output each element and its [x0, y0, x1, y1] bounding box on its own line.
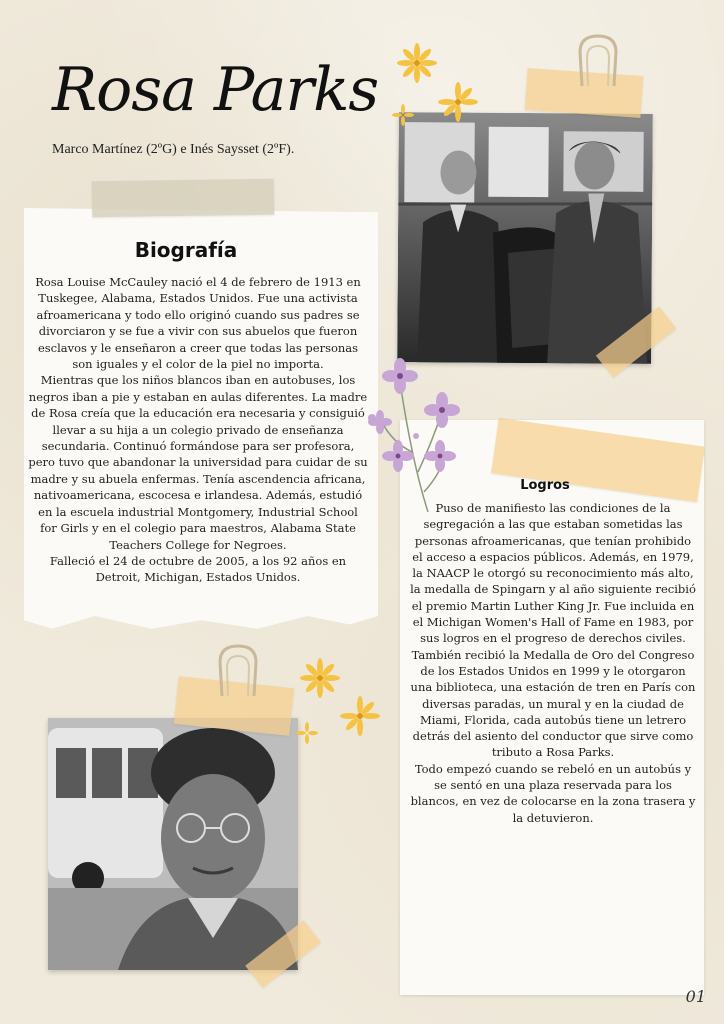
page-title: Rosa Parks: [52, 55, 379, 125]
biography-paragraph: Falleció el 24 de octubre de 2005, a los 92 años en Detroit, Michigan, Estados Unidos.: [49, 553, 347, 585]
biography-paragraph: Rosa Louise McCauley nació el 4 de febrero de 1913 en Tuskegee, Alabama, Estados Unidos. Fue una activista afroamericana y todo ello originó cuando sus padres se divorciaron y se fue a vivir con sus abuelos que fueron esclavos y le enseñaron a creer que todas las personas son iguales y el color de la piel no importa.: [35, 275, 361, 372]
portrait-photo: [48, 718, 298, 970]
yellow-flower-icon: [298, 656, 342, 700]
page-number: 01: [685, 987, 706, 1006]
bus-photo: [397, 112, 653, 364]
binder-clip-icon: [212, 640, 264, 698]
bus-photo-illustration: [397, 112, 653, 364]
biography-tape: [92, 179, 274, 218]
biography-paragraph: Mientras que los niños blancos iban en autobuses, los negros iban a pie y estaban en aulas diferentes. La madre de Rosa creía que la educación era necesaria y consiguió llevar a su hija a un colegio privado de enseñanza secundaria. Continuó formándose para ser profesora, pero tuvo que abandonar la universidad para cuidar de su madre y su abuela enfermas. Tenía ascendencia africana, nativoamericana, escocesa e irlandesa. Además, estudió en la escuela industrial Montgomery, Industrial School for Girls y en el colegio para maestros, Alabama State Teachers College for Negroes.: [28, 373, 368, 552]
yellow-flower-icon: [436, 80, 480, 124]
biography-text: [28, 274, 368, 586]
achievements-text: [410, 500, 696, 826]
portrait-photo-illustration: [48, 718, 298, 970]
yellow-flower-icon: [296, 722, 318, 744]
achievements-paragraph: Puso de manifiesto las condiciones de la segregación a las que estaban sometidas las personas afroamericanas, que tenían prohibido el acceso a espacios públicos. Además, en 1979, la NAACP le otorgó su reconocimiento más alto, la medalla de Spingarn y al año siguiente recibió el premio Martin Luther King Jr. Fue incluida en el Michigan Women's Hall of Fame en 1983, por sus logros en el progreso de derechos civiles. También recibió la Medalla de Oro del Congreso de los Estados Unidos en 1999 y le otorgaron una biblioteca, una estación de tren en París con diversas paradas, un mural y en la ciudad de Miami, Florida, cada autobús tiene un letrero detrás del asiento del conductor que sirve como tributo a Rosa Parks.: [410, 501, 696, 760]
purple-flower-branch-icon: [362, 352, 466, 514]
yellow-flower-icon: [338, 694, 382, 738]
achievements-paragraph: Todo empezó cuando se rebeló en un autobús y se sentó en una plaza reservada para los blancos, en vez de colocarse en la zona trasera y la detuvieron.: [410, 761, 696, 825]
yellow-flower-icon: [392, 104, 414, 126]
authors-line: Marco Martínez (2ºG) e Inés Saysset (2ºF).: [52, 142, 295, 157]
binder-clip-icon: [572, 30, 624, 88]
achievements-heading: Logros: [520, 478, 570, 493]
biography-heading: Biografía: [134, 238, 238, 262]
yellow-flower-icon: [396, 42, 438, 84]
